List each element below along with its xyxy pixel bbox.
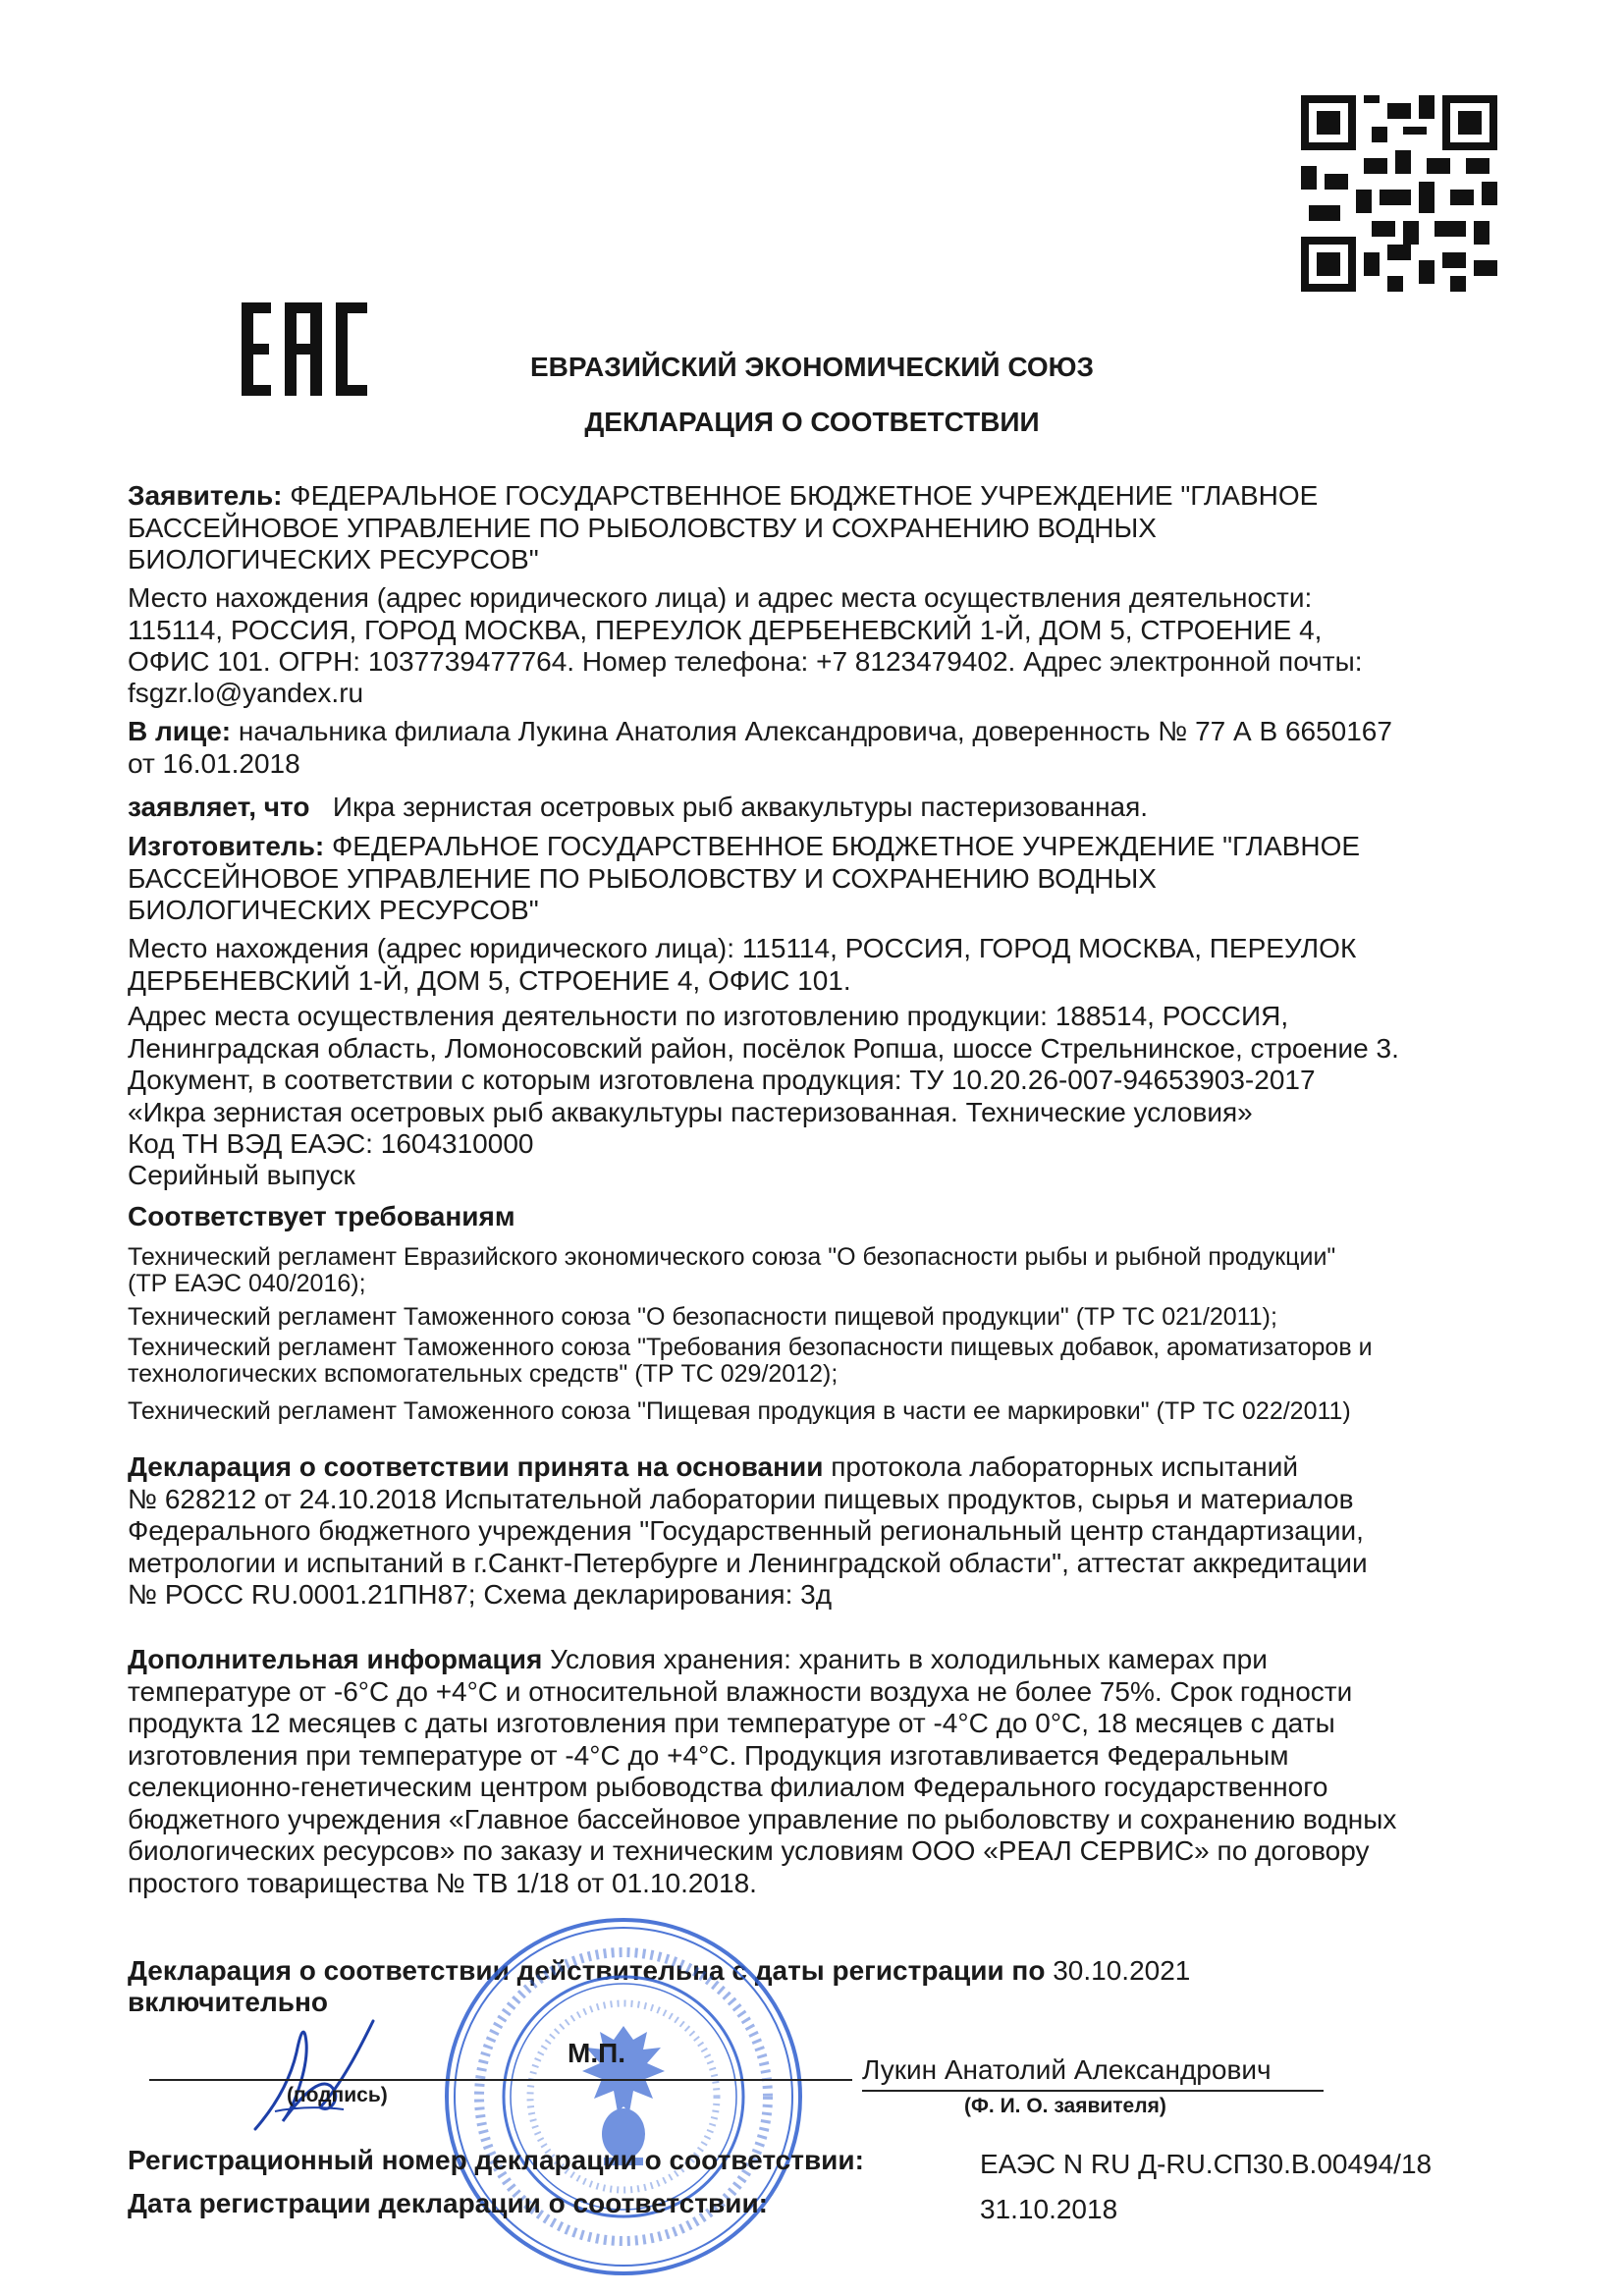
applicant-address-2: 115114, РОССИЯ, ГОРОД МОСКВА, ПЕРЕУЛОК ДЕРБЕНЕВСКИЙ 1-Й, ДОМ 5, СТРОЕНИЕ 4, bbox=[128, 615, 1323, 645]
manufacturer-doc-1: Документ, в соответствии с которым изготовлена продукция: ТУ 10.20.26-007-94653903-2017 bbox=[128, 1065, 1316, 1095]
applicant-name-3: БИОЛОГИЧЕСКИХ РЕСУРСОВ" bbox=[128, 544, 539, 574]
requirement-3-line-2: технологических вспомогательных средств" (ТР ТС 029/2012); bbox=[128, 1360, 839, 1388]
person-label: В лице: bbox=[128, 716, 232, 746]
requirement-4: Технический регламент Таможенного союза "Пищевая продукция в части ее маркировки" (ТР ТС 022/2011) bbox=[128, 1397, 1351, 1425]
declares-line bbox=[128, 791, 1148, 824]
requirement-1-line-1: Технический регламент Евразийского экономического союза "О безопасности рыбы и рыбной продукции" bbox=[128, 1243, 1336, 1271]
additional-text-2: температуре от -6°С до +4°С и относительной влажности воздуха не более 75%. Срок годности bbox=[128, 1676, 1353, 1707]
basis-text-4: метрологии и испытаний в г.Санкт-Петербурге и Ленинградской области", аттестат аккредитации bbox=[128, 1548, 1368, 1578]
applicant-address-1: Место нахождения (адрес юридического лица) и адрес места осуществления деятельности: bbox=[128, 582, 1313, 613]
requirement-2: Технический регламент Таможенного союза "О безопасности пищевой продукции" (ТР ТС 021/2011); bbox=[128, 1303, 1277, 1331]
official-stamp bbox=[437, 1910, 810, 2283]
manufacturer-name-2: БАССЕЙНОВОЕ УПРАВЛЕНИЕ ПО РЫБОЛОВСТВУ И СОХРАНЕНИЮ ВОДНЫХ bbox=[128, 863, 1157, 894]
applicant-name-1: ФЕДЕРАЛЬНОЕ ГОСУДАРСТВЕННОЕ БЮДЖЕТНОЕ УЧРЕЖДЕНИЕ "ГЛАВНОЕ bbox=[290, 480, 1319, 511]
signature-line bbox=[149, 2079, 852, 2081]
manufacturer-legal-1: Место нахождения (адрес юридического лица): 115114, РОССИЯ, ГОРОД МОСКВА, ПЕРЕУЛОК bbox=[128, 933, 1357, 963]
basis-line-1 bbox=[128, 1450, 1298, 1484]
validity-label: Декларация о соответствии действительна с даты регистрации по bbox=[128, 1955, 1046, 1986]
union-heading: ЕВРАЗИЙСКИЙ ЭКОНОМИЧЕСКИЙ СОЮЗ bbox=[529, 352, 1095, 382]
additional-text-7: биологических ресурсов» по заказу и техническим условиям ООО «РЕАЛ СЕРВИС» по договору bbox=[128, 1835, 1370, 1866]
seal-placeholder-mp: М.П. bbox=[568, 2038, 626, 2068]
manufacturer-name-1: ФЕДЕРАЛЬНОЕ ГОСУДАРСТВЕННОЕ БЮДЖЕТНОЕ УЧРЕЖДЕНИЕ "ГЛАВНОЕ bbox=[332, 831, 1361, 861]
basis-text-5: № РОСС RU.0001.21ПН87; Схема декларирования: 3д bbox=[128, 1579, 833, 1610]
document-title: ДЕКЛАРАЦИЯ О СООТВЕТСТВИИ bbox=[584, 407, 1040, 437]
applicant-line-1 bbox=[128, 479, 1318, 513]
name-line bbox=[862, 2090, 1324, 2092]
declares-label: заявляет, что bbox=[128, 792, 310, 822]
basis-text-1: протокола лабораторных испытаний bbox=[831, 1451, 1299, 1482]
person-text-1: начальника филиала Лукина Анатолия Александровича, доверенность № 77 А В 6650167 bbox=[238, 716, 1392, 746]
requirement-1-line-2: (ТР ЕАЭС 040/2016); bbox=[128, 1270, 366, 1297]
additional-text-8: простого товарищества № ТВ 1/18 от 01.10.2018. bbox=[128, 1868, 757, 1898]
applicant-label: Заявитель: bbox=[128, 480, 283, 511]
hs-code: Код ТН ВЭД ЕАЭС: 1604310000 bbox=[128, 1128, 534, 1159]
additional-text-6: бюджетного учреждения «Главное бассейновое управление по рыболовству и сохранению водных bbox=[128, 1804, 1397, 1834]
manufacturer-legal-2: ДЕРБЕНЕВСКИЙ 1-Й, ДОМ 5, СТРОЕНИЕ 4, ОФИС 101. bbox=[128, 965, 851, 996]
qr-code bbox=[1301, 90, 1497, 297]
additional-text-3: продукта 12 месяцев с даты изготовления при температуре от -4°С до 0°С, 18 месяцев с даты bbox=[128, 1708, 1335, 1738]
basis-label: Декларация о соответствии принята на основании bbox=[128, 1451, 824, 1482]
person-line-1 bbox=[128, 715, 1392, 748]
additional-text-1: Условия хранения: хранить в холодильных камерах при bbox=[550, 1644, 1268, 1674]
basis-text-3: Федерального бюджетного учреждения "Государственный региональный центр стандартизации, bbox=[128, 1515, 1364, 1546]
requirement-3-line-1: Технический регламент Таможенного союза "Требования безопасности пищевых добавок, ароматизаторов и bbox=[128, 1334, 1373, 1361]
signature-caption: (подпись) bbox=[287, 2084, 388, 2106]
manufacturer-line-1 bbox=[128, 830, 1360, 863]
manufacturer-label: Изготовитель: bbox=[128, 831, 325, 861]
registration-number-label: Регистрационный номер декларации о соответствии: bbox=[128, 2145, 864, 2175]
product-name: Икра зернистая осетровых рыб аквакультуры пастеризованная. bbox=[332, 792, 1149, 822]
requirements-label: Соответствует требованиям bbox=[128, 1201, 515, 1231]
person-text-2: от 16.01.2018 bbox=[128, 748, 300, 779]
applicant-full-name: Лукин Анатолий Александрович bbox=[862, 2054, 1272, 2085]
registration-date: 31.10.2018 bbox=[980, 2194, 1118, 2224]
registration-date-label: Дата регистрации декларации о соответствии: bbox=[128, 2188, 768, 2218]
additional-text-5: селекционно-генетическим центром рыбоводства филиалом Федерального государственного bbox=[128, 1772, 1328, 1802]
manufacturer-production-2: Ленинградская область, Ломоносовский район, посёлок Ропша, шоссе Стрельнинское, строение 3. bbox=[128, 1033, 1399, 1064]
manufacturer-production-1: Адрес места осуществления деятельности по изготовлению продукции: 188514, РОССИЯ, bbox=[128, 1001, 1289, 1031]
applicant-address-3: ОФИС 101. ОГРН: 1037739477764. Номер телефона: +7 8123479402. Адрес электронной почты: bbox=[128, 646, 1363, 677]
handwritten-signature bbox=[236, 2013, 412, 2141]
series-production: Серийный выпуск bbox=[128, 1160, 355, 1190]
applicant-name-2: БАССЕЙНОВОЕ УПРАВЛЕНИЕ ПО РЫБОЛОВСТВУ И СОХРАНЕНИЮ ВОДНЫХ bbox=[128, 513, 1157, 543]
manufacturer-name-3: БИОЛОГИЧЕСКИХ РЕСУРСОВ" bbox=[128, 895, 539, 925]
validity-date: 30.10.2021 bbox=[1053, 1955, 1191, 1986]
validity-label-2: включительно bbox=[128, 1987, 328, 2017]
manufacturer-doc-2: «Икра зернистая осетровых рыб аквакультуры пастеризованная. Технические условия» bbox=[128, 1097, 1253, 1127]
additional-text-4: изготовления при температуре от -4°С до +4°С. Продукция изготавливается Федеральным bbox=[128, 1740, 1289, 1771]
applicant-email: fsgzr.lo@yandex.ru bbox=[128, 678, 364, 708]
registration-number: ЕАЭС N RU Д-RU.СП30.В.00494/18 bbox=[980, 2149, 1433, 2179]
basis-text-2: № 628212 от 24.10.2018 Испытательной лаборатории пищевых продуктов, сырья и материалов bbox=[128, 1484, 1354, 1514]
additional-line-1 bbox=[128, 1643, 1268, 1676]
additional-label: Дополнительная информация bbox=[128, 1644, 543, 1674]
name-caption: (Ф. И. О. заявителя) bbox=[964, 2095, 1166, 2117]
